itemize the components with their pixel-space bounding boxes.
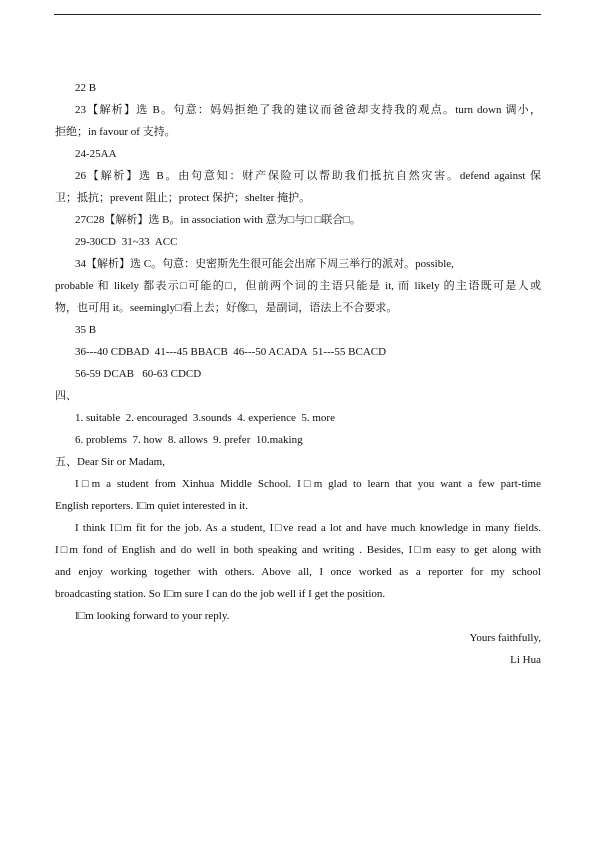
answer-22: 22 B: [75, 82, 97, 94]
header-rule: [54, 14, 541, 15]
answer-36-55: 36---40 CDBAD 41---45 BBACB 46---50 ACADA 51---55 BCACD: [75, 346, 387, 358]
letter-paragraph-2-line-2: I□m fond of English and do well in both speaking and writing . Besides, I□m easy to get along with: [55, 544, 541, 556]
letter-signature: Li Hua: [510, 654, 541, 666]
answer-26-continued: 卫；抵抗；prevent 阻止；protect 保护；shelter 掩护。: [55, 192, 311, 204]
answer-24-25: 24-25AA: [75, 148, 117, 160]
answer-26-explanation: 26【解析】选 B。由句意知：财产保险可以帮助我们抵抗自然灾害。defend against 保: [75, 170, 541, 182]
answer-35: 35 B: [75, 324, 97, 336]
letter-closing: Yours faithfully,: [469, 632, 541, 644]
letter-paragraph-2-line-1: I think I□m fit for the job. As a student, I□ve read a lot and have much knowledge in many fields.: [75, 522, 541, 534]
answer-29-33: 29-30CD 31~33 ACC: [75, 236, 178, 248]
letter-paragraph-2-line-4: broadcasting station. So I□m sure I can do the job well if I get the position.: [55, 588, 386, 600]
section-4-heading: 四、: [55, 390, 77, 402]
letter-paragraph-1-line-2: English reporters. I□m quiet interested in it.: [55, 500, 248, 512]
section-4-row-1: 1. suitable 2. encouraged 3.sounds 4. experience 5. more: [75, 412, 335, 424]
letter-paragraph-2-line-3: and enjoy working together with others. Above all, I once worked as a reporter for my school: [55, 566, 541, 578]
answer-34-end: 物，也可用 it。seemingly□看上去；好像□，是副词，语法上不合要求。: [55, 302, 398, 314]
answer-27-28: 27C28【解析】选 B。in association with 意为□与□ □联合□。: [75, 214, 361, 226]
answer-23-continued: 拒绝；in favour of 支持。: [55, 126, 176, 138]
answer-23-explanation: 23【解析】选 B。句意：妈妈拒绝了我的建议而爸爸却支持我的观点。turn down 调小，: [75, 104, 541, 116]
letter-paragraph-1-line-1: I□m a student from Xinhua Middle School. I□m glad to learn that you want a few part-time: [75, 478, 541, 490]
answer-34-continued: probable 和 likely 都表示□可能的□，但前两个词的主语只能是 it, 而 likely 的主语既可是人或: [55, 280, 541, 292]
answer-34-explanation: 34【解析】选 C。句意：史密斯先生很可能会出席下周三举行的派对。possible,: [75, 258, 454, 270]
section-5-heading: 五、Dear Sir or Madam,: [55, 456, 165, 468]
letter-paragraph-3: I□m looking forward to your reply.: [75, 610, 230, 622]
section-4-row-2: 6. problems 7. how 8. allows 9. prefer 10.making: [75, 434, 303, 446]
answer-56-63: 56-59 DCAB 60-63 CDCD: [75, 368, 202, 380]
